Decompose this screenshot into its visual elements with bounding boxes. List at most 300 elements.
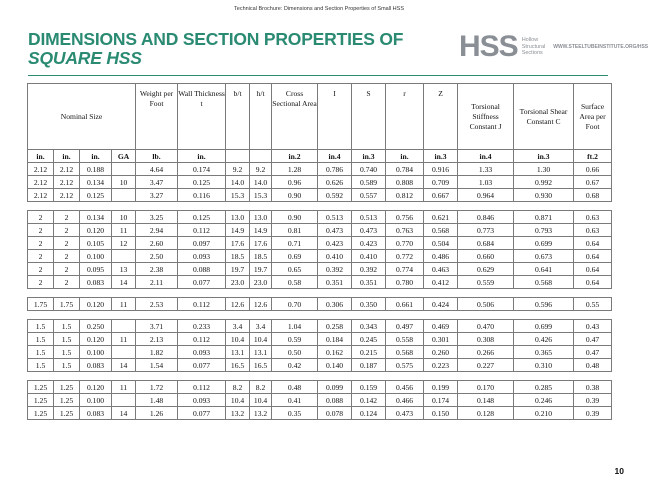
unit-cell <box>250 150 272 163</box>
table-cell: 0.097 <box>178 237 226 250</box>
table-cell: 1.25 <box>28 394 54 407</box>
table-cell: 0.463 <box>424 263 458 276</box>
group-spacer <box>28 289 612 298</box>
table-cell: 0.188 <box>80 163 112 176</box>
table-cell: 9.2 <box>250 163 272 176</box>
table-cell: 2.12 <box>28 189 54 202</box>
table-cell: 1.5 <box>28 333 54 346</box>
table-cell: 0.756 <box>386 211 424 224</box>
table-cell: 10.4 <box>250 394 272 407</box>
table-cell: 1.03 <box>458 176 514 189</box>
table-cell: 1.26 <box>136 407 178 420</box>
table-cell: 0.772 <box>386 250 424 263</box>
table-cell: 0.68 <box>574 189 612 202</box>
table-cell: 3.47 <box>136 176 178 189</box>
table-cell: 1.5 <box>54 346 80 359</box>
section-properties-table <box>27 83 612 420</box>
table-cell: 8.2 <box>226 381 250 394</box>
unit-cell: in. <box>28 150 54 163</box>
logo-word-sections: Sections <box>521 50 543 57</box>
table-cell: 1.54 <box>136 359 178 372</box>
table-cell <box>112 394 136 407</box>
table-cell: 0.301 <box>424 333 458 346</box>
table-cell: 1.5 <box>54 359 80 372</box>
table-cell: 0.246 <box>514 394 574 407</box>
table-cell: 18.5 <box>250 250 272 263</box>
table-cell: 0.63 <box>574 224 612 237</box>
table-cell: 0.095 <box>80 263 112 276</box>
table-cell: 0.992 <box>514 176 574 189</box>
table-cell: 0.170 <box>458 381 514 394</box>
table-cell: 12.6 <box>250 298 272 311</box>
table-cell: 0.424 <box>424 298 458 311</box>
table-cell: 0.793 <box>514 224 574 237</box>
unit-cell: in.4 <box>458 150 514 163</box>
table-cell: 0.392 <box>318 263 352 276</box>
table-cell: 19.7 <box>226 263 250 276</box>
header-nominal-size: Nominal Size <box>28 84 136 150</box>
table-cell: 4.64 <box>136 163 178 176</box>
table-cell: 2.53 <box>136 298 178 311</box>
table-cell: 0.099 <box>318 381 352 394</box>
table-cell: 0.673 <box>514 250 574 263</box>
table-cell: 1.5 <box>28 359 54 372</box>
table-cell: 2 <box>28 263 54 276</box>
table-cell: 0.558 <box>386 333 424 346</box>
table-cell: 0.71 <box>272 237 318 250</box>
title-line-1: DIMENSIONS AND SECTION PROPERTIES OF <box>28 29 404 49</box>
table-cell: 0.916 <box>424 163 458 176</box>
table-cell: 10 <box>112 176 136 189</box>
table-cell: 0.227 <box>458 359 514 372</box>
table-cell: 2 <box>54 263 80 276</box>
table-cell: 2.60 <box>136 237 178 250</box>
table-cell: 0.773 <box>458 224 514 237</box>
table-cell: 0.250 <box>80 320 112 333</box>
table-row <box>28 250 612 263</box>
table-cell: 0.812 <box>386 189 424 202</box>
table-cell: 13.0 <box>226 211 250 224</box>
table-cell: 2 <box>54 237 80 250</box>
table-cell: 0.684 <box>458 237 514 250</box>
table-cell: 0.100 <box>80 346 112 359</box>
table-cell: 0.64 <box>574 276 612 289</box>
table-cell: 0.100 <box>80 394 112 407</box>
unit-cell: in.4 <box>318 150 352 163</box>
table-cell: 0.083 <box>80 407 112 420</box>
table-cell: 1.33 <box>458 163 514 176</box>
table-cell: 0.184 <box>318 333 352 346</box>
table-cell: 16.5 <box>250 359 272 372</box>
table-cell: 0.592 <box>318 189 352 202</box>
table-cell: 0.473 <box>318 224 352 237</box>
table-cell: 2.94 <box>136 224 178 237</box>
table-cell: 1.25 <box>54 394 80 407</box>
table-cell: 0.48 <box>574 359 612 372</box>
table-cell: 0.568 <box>514 276 574 289</box>
table-cell: 13 <box>112 263 136 276</box>
table-cell: 0.412 <box>424 276 458 289</box>
logo-word-structural: Structural <box>521 43 546 50</box>
table-cell: 1.82 <box>136 346 178 359</box>
table-cell: 0.140 <box>318 359 352 372</box>
table-cell: 18.5 <box>226 250 250 263</box>
table-cell: 0.285 <box>514 381 574 394</box>
table-body <box>28 163 612 420</box>
table-cell: 13.2 <box>250 407 272 420</box>
table-cell: 0.148 <box>458 394 514 407</box>
table-cell: 12.6 <box>226 298 250 311</box>
table-cell: 0.266 <box>458 346 514 359</box>
header-z: Z <box>424 84 458 150</box>
table-cell: 0.456 <box>386 381 424 394</box>
table-cell: 0.667 <box>424 189 458 202</box>
table-cell: 14.0 <box>226 176 250 189</box>
table-cell: 0.233 <box>178 320 226 333</box>
table-cell: 0.134 <box>80 211 112 224</box>
table-cell: 0.223 <box>424 359 458 372</box>
table-cell: 0.568 <box>424 224 458 237</box>
table-cell: 0.078 <box>318 407 352 420</box>
table-cell: 0.245 <box>352 333 386 346</box>
units-row <box>28 150 612 163</box>
table-cell: 1.5 <box>54 320 80 333</box>
table-cell: 0.661 <box>386 298 424 311</box>
table-cell: 0.48 <box>272 381 318 394</box>
table-cell: 16.5 <box>226 359 250 372</box>
header-r: r <box>386 84 424 150</box>
table-cell: 0.215 <box>352 346 386 359</box>
logo-word-hollow: Hollow <box>521 37 539 44</box>
group-spacer-cell <box>28 372 612 381</box>
table-cell: 0.306 <box>318 298 352 311</box>
table-cell: 0.69 <box>272 250 318 263</box>
table-cell: 0.077 <box>178 276 226 289</box>
table-cell: 11 <box>112 298 136 311</box>
table-cell: 17.6 <box>250 237 272 250</box>
table-cell: 0.589 <box>352 176 386 189</box>
table-cell: 13.1 <box>226 346 250 359</box>
table-cell: 0.42 <box>272 359 318 372</box>
table-cell: 3.25 <box>136 211 178 224</box>
table-cell: 0.093 <box>178 346 226 359</box>
table-cell: 0.343 <box>352 320 386 333</box>
table-cell <box>112 163 136 176</box>
table-cell: 0.093 <box>178 250 226 263</box>
table-cell: 0.174 <box>178 163 226 176</box>
table-cell: 0.568 <box>386 346 424 359</box>
table-cell <box>112 250 136 263</box>
table-cell: 1.75 <box>28 298 54 311</box>
table-cell: 3.71 <box>136 320 178 333</box>
table-cell: 14.9 <box>250 224 272 237</box>
table-cell: 0.699 <box>514 237 574 250</box>
table-cell: 0.077 <box>178 359 226 372</box>
table-cell: 0.50 <box>272 346 318 359</box>
header-wall-thickness: Wall Thickness t <box>178 84 226 150</box>
table-cell: 0.709 <box>424 176 458 189</box>
table-row <box>28 176 612 189</box>
header-surface-area: Surface Area per Foot <box>574 84 612 150</box>
table-row <box>28 346 612 359</box>
table-cell: 0.699 <box>514 320 574 333</box>
table-row <box>28 237 612 250</box>
table-cell: 0.426 <box>514 333 574 346</box>
table-cell: 0.310 <box>514 359 574 372</box>
table-cell <box>112 189 136 202</box>
table-cell: 0.70 <box>272 298 318 311</box>
table-cell: 0.35 <box>272 407 318 420</box>
table-cell: 0.187 <box>352 359 386 372</box>
unit-cell: in.2 <box>272 150 318 163</box>
table-cell: 10.4 <box>226 333 250 346</box>
table-cell: 1.48 <box>136 394 178 407</box>
table-cell: 0.513 <box>318 211 352 224</box>
logo-mark: HSS <box>459 30 518 63</box>
table-cell: 1.25 <box>54 381 80 394</box>
table-cell: 0.105 <box>80 237 112 250</box>
table-cell: 13.2 <box>226 407 250 420</box>
table-cell: 2 <box>28 250 54 263</box>
table-cell: 0.466 <box>386 394 424 407</box>
table-cell: 0.159 <box>352 381 386 394</box>
table-row <box>28 224 612 237</box>
table-cell: 0.088 <box>178 263 226 276</box>
header-torsional-stiffness: Torsional Stiffness Constant J <box>458 84 514 150</box>
table-cell: 3.4 <box>226 320 250 333</box>
table-cell: 0.81 <box>272 224 318 237</box>
unit-cell: ft.2 <box>574 150 612 163</box>
table-cell: 2.11 <box>136 276 178 289</box>
table-cell: 0.410 <box>318 250 352 263</box>
group-spacer-cell <box>28 311 612 320</box>
logo-words <box>522 37 546 57</box>
table-cell: 0.124 <box>352 407 386 420</box>
table-cell: 2 <box>28 224 54 237</box>
table-cell: 0.410 <box>352 250 386 263</box>
table-cell: 0.740 <box>352 163 386 176</box>
table-cell: 0.66 <box>574 163 612 176</box>
table-cell: 0.112 <box>178 224 226 237</box>
table-cell: 0.871 <box>514 211 574 224</box>
table-cell: 0.258 <box>318 320 352 333</box>
table-cell: 0.112 <box>178 381 226 394</box>
table-cell: 0.473 <box>352 224 386 237</box>
unit-cell: in.3 <box>514 150 574 163</box>
table-cell: 0.41 <box>272 394 318 407</box>
table-cell: 11 <box>112 224 136 237</box>
table-cell: 23.0 <box>250 276 272 289</box>
table-cell: 0.846 <box>458 211 514 224</box>
table-cell: 2.12 <box>54 163 80 176</box>
table-cell: 1.25 <box>28 381 54 394</box>
table-cell: 2.13 <box>136 333 178 346</box>
table-cell: 0.128 <box>458 407 514 420</box>
table-cell: 0.786 <box>318 163 352 176</box>
unit-cell: in. <box>178 150 226 163</box>
table-row <box>28 298 612 311</box>
table-row <box>28 407 612 420</box>
table-cell: 0.557 <box>352 189 386 202</box>
table-cell: 0.96 <box>272 176 318 189</box>
table-cell: 3.4 <box>250 320 272 333</box>
table-cell: 0.120 <box>80 224 112 237</box>
group-spacer <box>28 372 612 381</box>
table-row <box>28 394 612 407</box>
table-cell: 0.763 <box>386 224 424 237</box>
table-cell: 0.473 <box>386 407 424 420</box>
title-line-2: SQUARE HSS <box>28 48 142 68</box>
table-cell: 0.083 <box>80 276 112 289</box>
header-torsional-shear: Torsional Shear Constant C <box>514 84 574 150</box>
table-cell: 2 <box>54 224 80 237</box>
header-s: S <box>352 84 386 150</box>
table-cell: 2 <box>28 237 54 250</box>
table-cell: 1.28 <box>272 163 318 176</box>
table-cell: 0.513 <box>352 211 386 224</box>
unit-cell: GA <box>112 150 136 163</box>
unit-cell: in. <box>54 150 80 163</box>
table-cell: 13.1 <box>250 346 272 359</box>
table-cell: 0.470 <box>458 320 514 333</box>
running-header: Technical Brochure: Dimensions and Section Properties of Small HSS <box>234 6 404 12</box>
table-cell: 0.596 <box>514 298 574 311</box>
table-cell: 0.770 <box>386 237 424 250</box>
table-cell: 2.50 <box>136 250 178 263</box>
table-cell: 0.47 <box>574 333 612 346</box>
table-cell: 0.125 <box>178 176 226 189</box>
table-cell: 1.5 <box>28 320 54 333</box>
table-cell: 13.0 <box>250 211 272 224</box>
table-cell: 0.083 <box>80 359 112 372</box>
table-cell: 0.120 <box>80 333 112 346</box>
table-cell: 15.3 <box>226 189 250 202</box>
table-cell: 0.64 <box>574 250 612 263</box>
table-cell: 2.12 <box>54 176 80 189</box>
table-cell: 0.506 <box>458 298 514 311</box>
table-cell: 0.63 <box>574 211 612 224</box>
unit-cell: in. <box>386 150 424 163</box>
table-cell: 0.660 <box>458 250 514 263</box>
table-cell: 0.90 <box>272 189 318 202</box>
table-cell: 0.486 <box>424 250 458 263</box>
table-cell: 0.093 <box>178 394 226 407</box>
table-cell: 2 <box>54 276 80 289</box>
table-cell: 0.134 <box>80 176 112 189</box>
table-cell: 0.088 <box>318 394 352 407</box>
table-cell: 0.125 <box>80 189 112 202</box>
table-cell: 0.469 <box>424 320 458 333</box>
page-number: 10 <box>614 466 624 476</box>
table-cell: 1.25 <box>28 407 54 420</box>
table-cell: 8.2 <box>250 381 272 394</box>
table-cell: 2 <box>54 211 80 224</box>
unit-cell: lb. <box>136 150 178 163</box>
table-cell: 1.04 <box>272 320 318 333</box>
table-cell: 1.5 <box>54 333 80 346</box>
group-spacer <box>28 311 612 320</box>
table-cell: 0.351 <box>352 276 386 289</box>
table-cell: 14 <box>112 276 136 289</box>
table-cell: 0.621 <box>424 211 458 224</box>
logo-url: WWW.STEELTUBEINSTITUTE.ORG/HSS <box>553 44 648 50</box>
table-cell: 0.162 <box>318 346 352 359</box>
table-cell: 0.392 <box>352 263 386 276</box>
header-bt: b/t <box>226 84 250 150</box>
table-cell: 2 <box>54 250 80 263</box>
table-cell: 0.67 <box>574 176 612 189</box>
table-row <box>28 381 612 394</box>
table-cell: 2.38 <box>136 263 178 276</box>
table-cell: 0.774 <box>386 263 424 276</box>
header-ht: h/t <box>250 84 272 150</box>
table-cell <box>112 320 136 333</box>
header-weight: Weight per Foot <box>136 84 178 150</box>
table-row <box>28 333 612 346</box>
title-divider <box>28 75 608 76</box>
table-row <box>28 263 612 276</box>
table-cell: 0.90 <box>272 211 318 224</box>
table-cell: 0.38 <box>574 381 612 394</box>
table-cell: 0.575 <box>386 359 424 372</box>
table-cell: 1.5 <box>28 346 54 359</box>
table-cell: 0.559 <box>458 276 514 289</box>
header-area: Cross Sectional Area <box>272 84 318 150</box>
table-cell: 0.199 <box>424 381 458 394</box>
table-cell: 0.784 <box>386 163 424 176</box>
table-cell: 0.150 <box>424 407 458 420</box>
table-cell: 0.423 <box>352 237 386 250</box>
table-cell: 2.12 <box>28 176 54 189</box>
table-cell: 2 <box>28 211 54 224</box>
table-cell: 0.59 <box>272 333 318 346</box>
table-cell: 0.308 <box>458 333 514 346</box>
table-cell: 0.174 <box>424 394 458 407</box>
table-cell: 15.3 <box>250 189 272 202</box>
table-cell <box>112 346 136 359</box>
table-cell: 0.39 <box>574 407 612 420</box>
group-spacer <box>28 202 612 211</box>
table-cell: 0.55 <box>574 298 612 311</box>
table-cell: 0.47 <box>574 346 612 359</box>
table-cell: 0.780 <box>386 276 424 289</box>
table-cell: 0.350 <box>352 298 386 311</box>
group-spacer-cell <box>28 289 612 298</box>
table-cell: 0.120 <box>80 381 112 394</box>
table-cell: 0.423 <box>318 237 352 250</box>
table-row <box>28 276 612 289</box>
table-cell: 0.930 <box>514 189 574 202</box>
table-cell: 2.12 <box>54 189 80 202</box>
table-cell: 0.964 <box>458 189 514 202</box>
table-cell: 0.365 <box>514 346 574 359</box>
header-i: I <box>318 84 352 150</box>
table-cell: 0.351 <box>318 276 352 289</box>
table-cell: 14 <box>112 359 136 372</box>
table-cell: 0.100 <box>80 250 112 263</box>
table-cell: 17.6 <box>226 237 250 250</box>
table-cell: 19.7 <box>250 263 272 276</box>
table-cell: 9.2 <box>226 163 250 176</box>
table-cell: 0.64 <box>574 237 612 250</box>
table-cell: 0.116 <box>178 189 226 202</box>
header-row <box>28 84 612 150</box>
table-cell: 0.260 <box>424 346 458 359</box>
group-spacer-cell <box>28 202 612 211</box>
table-cell: 0.077 <box>178 407 226 420</box>
table-cell: 11 <box>112 333 136 346</box>
table-cell: 10 <box>112 211 136 224</box>
